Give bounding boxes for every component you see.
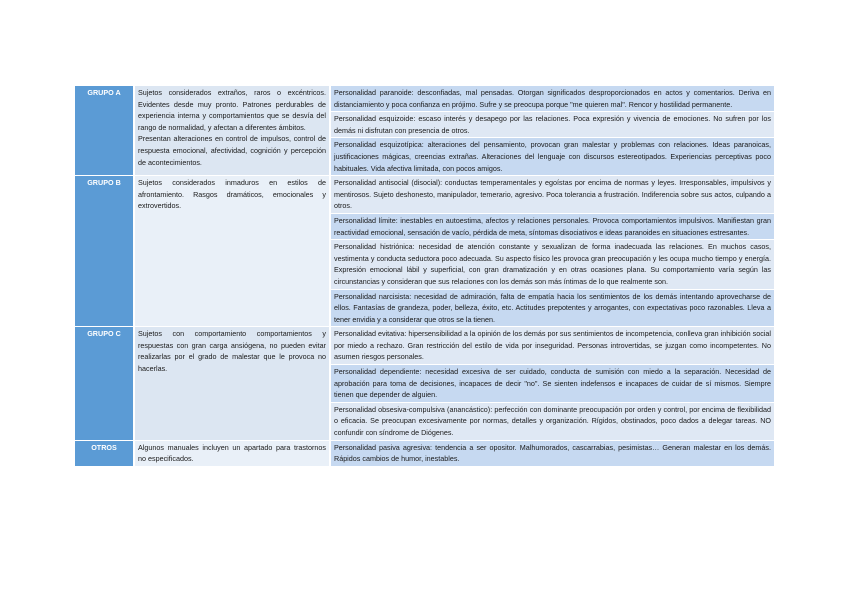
disorder-cell: Personalidad narcisista: necesidad de admiración, falta de empatía hacia los sentimientos de los demás intentando aprovecharse de ellos. Fantasías de grandeza, poder, belleza, éxito, etc. Actitudes prepotentes y arrogantes, con expectativas poco razonables. Lleva a tener envidia y a considerar que otros se la tienen. — [331, 290, 774, 327]
group-description: Sujetos considerados inmaduros en estilos de afrontamiento. Rasgos dramáticos, emocionales y extrovertidos. — [135, 176, 329, 326]
disorder-cell: Personalidad límite: inestables en autoestima, afectos y relaciones personales. Provoca comportamientos impulsivos. Manifiestan gran reactividad emocional, sensación de vacío, pérdida de meta, síntomas disociativos e ideas paranoides en situaciones estresantes. — [331, 214, 774, 239]
group-description-text: Sujetos considerados extraños, raros o excéntricos. Evidentes desde muy pronto. Patrones perdurables de experiencia interna y comportamientos que se desvía del rango de normalidad, y afectan a diferentes ámbitos. — [138, 88, 326, 132]
group-label: GRUPO C — [75, 327, 133, 439]
group-description: Algunos manuales incluyen un apartado para trastornos no especificados. — [135, 441, 329, 466]
table-row — [75, 441, 774, 466]
group-description — [135, 86, 329, 175]
group-description: Sujetos con comportamiento comportamientos y respuestas con gran carga ansiógena, no pueden evitar realizarlas por el grado de malestar que le provoca no hacerlas. — [135, 327, 329, 439]
disorder-cell: Personalidad dependiente: necesidad excesiva de ser cuidado, conducta de sumisión con miedo a la separación. Necesidad de aprobación para toma de decisiones, incapaces de decir "no". Se sienten indefensos e incapaces de cuidar de sí mismos. Siempre tienen que depender de alguien. — [331, 365, 774, 402]
disorder-cell: Personalidad pasiva agresiva: tendencia a ser opositor. Malhumorados, cascarrabias, pesimistas… Generan malestar en los demás. Rápidos cambios de humor, inestables. — [331, 441, 774, 466]
disorder-cell: Personalidad obsesiva-compulsiva (anancástico): perfección con dominante preocupación por orden y control, por encima de flexibilidad o eficacia. Se preocupan excesivamente por normas, detalles y organización. Rígidos, obstinados, poco dados a delegar tareas. NO confundir con síndrome de Diógenes. — [331, 403, 774, 440]
table-row — [75, 86, 774, 111]
disorder-cell: Personalidad esquizoide: escaso interés y desapego por las relaciones. Poca expresión y vivencia de emociones. No sufren por los demás ni disfrutan con presencia de otros. — [331, 112, 774, 137]
group-label: OTROS — [75, 441, 133, 466]
group-label: GRUPO A — [75, 86, 133, 175]
disorder-cell: Personalidad antisocial (disocial): conductas temperamentales y egoístas por encima de normas y leyes. Irresponsables, impulsivos y mentirosos. Sujeto deshonesto, manipulador, temerario, agresivo. Poca tolerancia a frustración. Indiferencia sobre sus actos, culpando a otros. — [331, 176, 774, 213]
disorder-cell: Personalidad esquizotípica: alteraciones del pensamiento, provocan gran malestar y problemas con relaciones. Ideas paranoicas, justificaciones mágicas, creencias extrañas. Alteraciones del lenguaje con discursos estereotipados. Experiencias perceptivas poco habituales. Vida afectiva limitada, con pocos amigos. — [331, 138, 774, 175]
disorder-cell: Personalidad histriónica: necesidad de atención constante y sexualizan de forma inadecuada las relaciones. En muchos casos, vestimenta y conducta seductora poco adecuada. Su aspecto físico les provoca gran preocupación y les ocupa mucho tiempo y energía. Expresión emocional lábil y superficial, con gran dramatización y en otras ocasiones plana. Su comportamiento varía según las circunstancias y consideran que sus relaciones con los demás son más íntimas de lo que realmente son. — [331, 240, 774, 288]
disorder-cell: Personalidad evitativa: hipersensibilidad a la opinión de los demás por sus sentimientos de incompetencia, conlleva gran inhibición social por miedo a rechazo. Gran restricción del estilo de vida por inseguridad. Personas introvertidas, se juzgan como incompetentes. No asumen riesgos personales. — [331, 327, 774, 364]
personality-disorders-table — [73, 85, 776, 467]
disorder-cell: Personalidad paranoide: desconfiadas, mal pensadas. Otorgan significados desproporcionados en actos y comentarios. Deriva en distanciamiento y poca confianza en prójimo. Sufre y se preocupa porque "me quieren mal". Rencor y hostilidad permanente. — [331, 86, 774, 111]
group-description-text-2: Presentan alteraciones en control de impulsos, control de respuesta emocional, afectividad, cognición y percepción de acontecimientos. — [138, 134, 326, 167]
group-label: GRUPO B — [75, 176, 133, 326]
table-row — [75, 176, 774, 213]
table-row — [75, 327, 774, 364]
